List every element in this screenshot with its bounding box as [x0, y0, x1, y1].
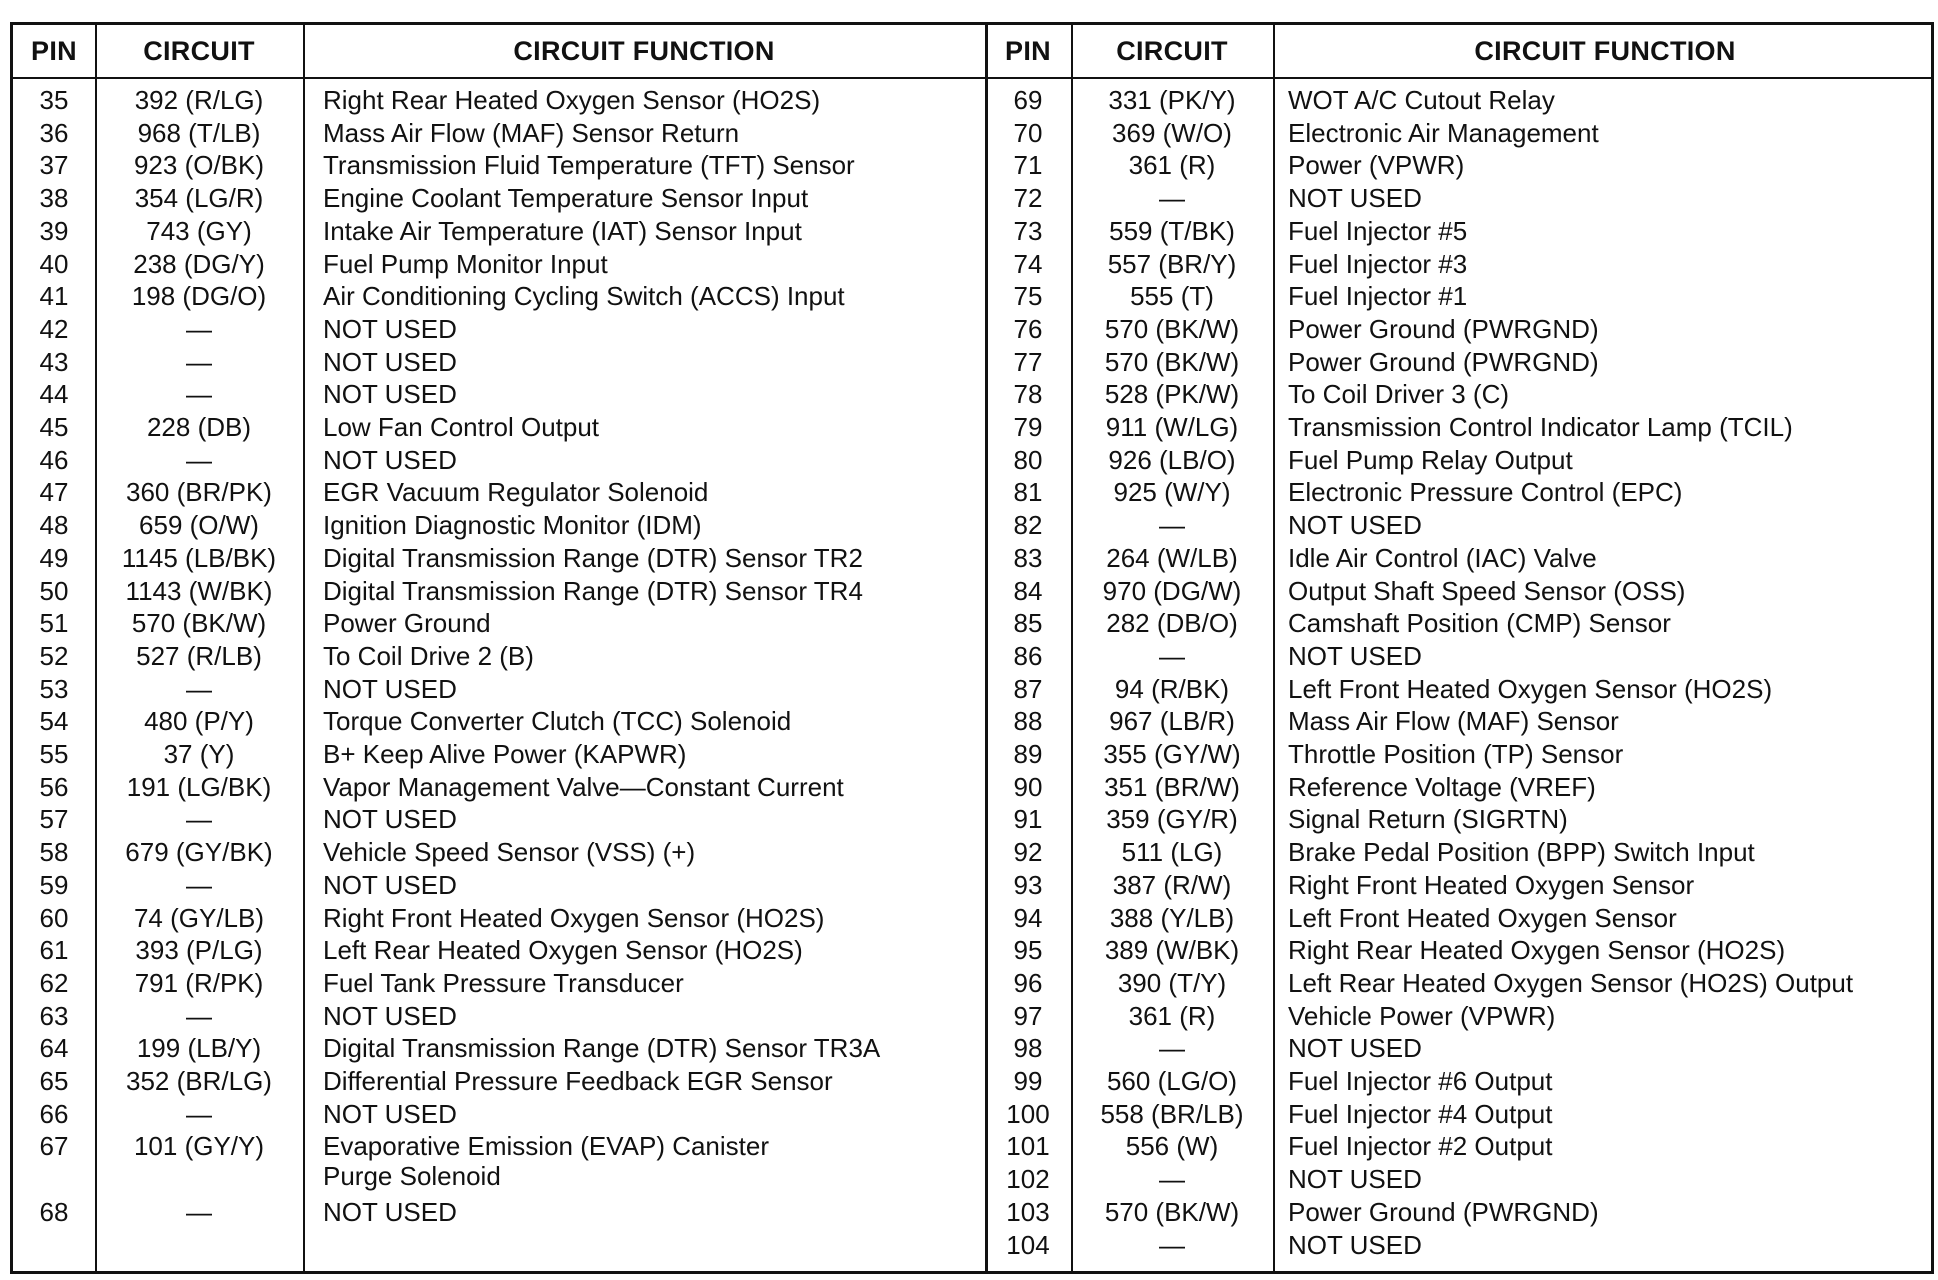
function-cell: NOT USED	[323, 869, 457, 900]
pin-cell: 64	[39, 1033, 69, 1064]
pin-cell: 41	[39, 281, 69, 312]
pin-cell: 56	[39, 771, 69, 802]
function-cell: Electronic Pressure Control (EPC)	[1288, 477, 1683, 508]
circuit-cell: 557 (BR/Y)	[1107, 248, 1237, 279]
pin-cell: 91	[1013, 804, 1043, 835]
function-cell: Fuel Injector #6 Output	[1288, 1066, 1553, 1096]
circuit-cell: 527 (R/LB)	[136, 640, 262, 671]
circuit-cell: —	[186, 379, 212, 410]
circuit-cell: —	[186, 444, 212, 475]
function-cell: Left Rear Heated Oxygen Sensor (HO2S)	[323, 935, 803, 966]
circuit-cell: 560 (LG/O)	[1106, 1066, 1238, 1096]
function-cell: Fuel Injector #3	[1288, 248, 1468, 279]
function-cell: NOT USED	[323, 346, 457, 377]
circuit-cell: 359 (GY/R)	[1106, 804, 1238, 835]
pin-cell: 94	[1013, 902, 1043, 933]
pin-cell: 90	[1013, 771, 1043, 802]
circuit-cell: 970 (DG/W)	[1102, 575, 1242, 606]
function-cell: Idle Air Control (IAC) Valve	[1288, 542, 1597, 573]
function-cell: Mass Air Flow (MAF) Sensor	[1288, 706, 1619, 737]
function-cell: Low Fan Control Output	[323, 412, 600, 442]
circuit-cell: 191 (LG/BK)	[126, 771, 272, 802]
circuit-cell: 926 (LB/O)	[1108, 444, 1236, 475]
pin-cell: 36	[39, 117, 69, 148]
function-cell: Right Front Heated Oxygen Sensor	[1288, 869, 1695, 900]
function-cell: NOT USED	[323, 444, 457, 475]
function-cell: Throttle Position (TP) Sensor	[1288, 739, 1624, 769]
function-cell: NOT USED	[323, 313, 457, 344]
circuit-cell: —	[1159, 183, 1185, 214]
circuit-cell: 743 (GY)	[146, 215, 252, 246]
function-cell: Left Front Heated Oxygen Sensor	[1288, 902, 1677, 933]
pin-cell: 82	[1013, 510, 1043, 541]
pin-cell: 85	[1013, 608, 1043, 639]
function-cell: Digital Transmission Range (DTR) Sensor TR4	[323, 575, 863, 606]
function-cell: Air Conditioning Cycling Switch (ACCS) Input	[323, 281, 845, 312]
function-cell: NOT USED	[323, 379, 457, 410]
pin-cell: 70	[1013, 117, 1043, 148]
function-cell: NOT USED	[1288, 1033, 1422, 1064]
function-cell: NOT USED	[1288, 1164, 1422, 1195]
function-cell: Fuel Injector #5	[1288, 215, 1468, 246]
column-divider	[1273, 25, 1275, 1271]
pin-cell: 77	[1013, 346, 1043, 377]
circuit-cell: —	[186, 1098, 212, 1129]
header-circuit-right: CIRCUIT	[1116, 35, 1228, 66]
function-cell: Torque Converter Clutch (TCC) Solenoid	[323, 706, 792, 737]
function-cell: Left Front Heated Oxygen Sensor (HO2S)	[1288, 673, 1773, 704]
function-cell: WOT A/C Cutout Relay	[1288, 85, 1555, 115]
pin-table	[10, 22, 1934, 1274]
pin-cell: 47	[39, 477, 69, 508]
circuit-cell: —	[186, 1000, 212, 1031]
circuit-cell: 198 (DG/O)	[131, 281, 267, 312]
function-cell: Signal Return (SIGRTN)	[1288, 804, 1568, 835]
function-cell: Fuel Pump Monitor Input	[323, 248, 608, 279]
pin-cell: 76	[1013, 313, 1043, 344]
pin-cell: 51	[39, 608, 69, 639]
circuit-cell: 361 (R)	[1128, 150, 1216, 181]
pin-cell: 66	[39, 1098, 69, 1129]
circuit-cell: —	[186, 869, 212, 900]
circuit-cell: 199 (LB/Y)	[136, 1033, 262, 1064]
function-cell: Right Rear Heated Oxygen Sensor (HO2S)	[323, 85, 821, 115]
pin-cell: 96	[1013, 967, 1043, 998]
function-cell: Mass Air Flow (MAF) Sensor Return	[323, 117, 740, 148]
circuit-cell: 74 (GY/LB)	[133, 902, 265, 933]
function-cell: Reference Voltage (VREF)	[1288, 771, 1596, 802]
circuit-cell: 351 (BR/W)	[1104, 771, 1240, 802]
circuit-cell: 511 (LG)	[1121, 837, 1223, 868]
circuit-cell: 570 (BK/W)	[131, 608, 267, 639]
circuit-cell: 570 (BK/W)	[1104, 346, 1240, 377]
circuit-cell: 282 (DB/O)	[1106, 608, 1238, 639]
function-cell: Output Shaft Speed Sensor (OSS)	[1288, 575, 1686, 606]
pin-cell: 42	[39, 313, 69, 344]
function-cell: NOT USED	[323, 1098, 457, 1129]
function-cell: Evaporative Emission (EVAP) Canister Purge Solenoid	[323, 1131, 770, 1192]
pin-cell: 59	[39, 869, 69, 900]
function-cell: Power Ground (PWRGND)	[1288, 1196, 1599, 1227]
function-cell: Right Front Heated Oxygen Sensor (HO2S)	[323, 902, 825, 933]
header-rule	[13, 77, 1931, 79]
function-cell: Fuel Tank Pressure Transducer	[323, 967, 684, 998]
circuit-cell: 923 (O/BK)	[133, 150, 265, 181]
pin-cell: 104	[1006, 1229, 1050, 1260]
circuit-cell: 559 (T/BK)	[1109, 215, 1235, 246]
circuit-cell: 558 (BR/LB)	[1100, 1098, 1244, 1129]
pin-cell: 46	[39, 444, 69, 475]
function-cell: Power Ground (PWRGND)	[1288, 313, 1599, 344]
pin-cell: 68	[39, 1196, 69, 1227]
pin-cell: 58	[39, 837, 69, 868]
function-cell: Fuel Injector #1	[1288, 281, 1468, 312]
function-cell: Brake Pedal Position (BPP) Switch Input	[1288, 837, 1755, 868]
circuit-cell: 968 (T/LB)	[137, 117, 261, 148]
function-cell: Vehicle Power (VPWR)	[1288, 1000, 1556, 1031]
pin-cell: 71	[1013, 150, 1043, 181]
circuit-cell: 37 (Y)	[163, 739, 235, 769]
pin-cell: 74	[1013, 248, 1043, 279]
circuit-cell: 101 (GY/Y)	[133, 1131, 265, 1162]
pin-cell: 87	[1013, 673, 1043, 704]
pin-cell: 102	[1006, 1164, 1050, 1195]
pin-cell: 52	[39, 640, 69, 671]
function-cell: NOT USED	[323, 1000, 457, 1031]
function-cell: Power (VPWR)	[1288, 150, 1465, 181]
pin-cell: 39	[39, 215, 69, 246]
circuit-cell: 556 (W)	[1125, 1131, 1219, 1162]
header-function-right: CIRCUIT FUNCTION	[1474, 35, 1736, 66]
function-cell: Ignition Diagnostic Monitor (IDM)	[323, 510, 702, 541]
function-cell: Power Ground	[323, 608, 491, 639]
function-cell: Fuel Injector #2 Output	[1288, 1131, 1553, 1162]
circuit-cell: 925 (W/Y)	[1113, 477, 1231, 508]
pin-cell: 50	[39, 575, 69, 606]
pin-cell: 95	[1013, 935, 1043, 966]
circuit-cell: 387 (R/W)	[1112, 869, 1232, 900]
function-cell: NOT USED	[1288, 640, 1422, 671]
circuit-cell: 238 (DG/Y)	[133, 248, 265, 279]
function-cell: EGR Vacuum Regulator Solenoid	[323, 477, 709, 508]
circuit-cell: 360 (BR/PK)	[126, 477, 272, 508]
function-cell: Digital Transmission Range (DTR) Sensor TR2	[323, 542, 863, 573]
function-cell: Left Rear Heated Oxygen Sensor (HO2S) Output	[1288, 967, 1854, 998]
pin-cell: 67	[39, 1131, 69, 1162]
circuit-cell: —	[186, 673, 212, 704]
circuit-cell: —	[1159, 1229, 1185, 1260]
circuit-cell: 228 (DB)	[146, 412, 252, 442]
function-cell: NOT USED	[323, 1196, 457, 1227]
function-cell: Fuel Injector #4 Output	[1288, 1098, 1553, 1129]
function-cell: To Coil Drive 2 (B)	[323, 640, 534, 671]
header-circuit-left: CIRCUIT	[143, 35, 255, 66]
circuit-cell: —	[186, 313, 212, 344]
pin-cell: 100	[1006, 1098, 1050, 1129]
pin-cell: 99	[1013, 1066, 1043, 1096]
circuit-cell: 570 (BK/W)	[1104, 1196, 1240, 1227]
pin-cell: 103	[1006, 1196, 1050, 1227]
function-cell: Electronic Air Management	[1288, 117, 1599, 148]
circuit-cell: 1143 (W/BK)	[125, 575, 273, 606]
pin-cell: 98	[1013, 1033, 1043, 1064]
function-cell: Differential Pressure Feedback EGR Sensor	[323, 1066, 833, 1096]
circuit-cell: 659 (O/W)	[139, 510, 259, 541]
function-cell: Power Ground (PWRGND)	[1288, 346, 1599, 377]
circuit-cell: 331 (PK/Y)	[1108, 85, 1236, 115]
pin-cell: 75	[1013, 281, 1043, 312]
circuit-cell: —	[186, 346, 212, 377]
circuit-cell: —	[186, 804, 212, 835]
function-cell: Digital Transmission Range (DTR) Sensor TR3A	[323, 1033, 881, 1064]
circuit-cell: 369 (W/O)	[1112, 117, 1232, 148]
pin-cell: 35	[39, 85, 69, 115]
circuit-cell: 393 (P/LG)	[135, 935, 263, 966]
circuit-cell: 967 (LB/R)	[1109, 706, 1235, 737]
pin-cell: 73	[1013, 215, 1043, 246]
pin-cell: 61	[39, 935, 69, 966]
function-cell: Transmission Control Indicator Lamp (TCIL)	[1288, 412, 1793, 442]
function-cell: Right Rear Heated Oxygen Sensor (HO2S)	[1288, 935, 1786, 966]
function-cell: NOT USED	[1288, 1229, 1422, 1260]
pin-cell: 97	[1013, 1000, 1043, 1031]
circuit-cell: 264 (W/LB)	[1106, 542, 1238, 573]
function-cell: NOT USED	[1288, 183, 1422, 214]
pin-cell: 44	[39, 379, 69, 410]
pin-cell: 57	[39, 804, 69, 835]
circuit-cell: —	[186, 1196, 212, 1227]
circuit-cell: 389 (W/BK)	[1104, 935, 1240, 966]
column-divider	[303, 25, 305, 1271]
pin-cell: 89	[1013, 739, 1043, 769]
pin-cell: 55	[39, 739, 69, 769]
pin-cell: 53	[39, 673, 69, 704]
pin-cell: 43	[39, 346, 69, 377]
pin-cell: 81	[1013, 477, 1043, 508]
function-cell: Transmission Fluid Temperature (TFT) Sensor	[323, 150, 855, 181]
function-cell: Vapor Management Valve—Constant Current	[323, 771, 844, 802]
pin-cell: 72	[1013, 183, 1043, 214]
pin-cell: 88	[1013, 706, 1043, 737]
pin-cell: 86	[1013, 640, 1043, 671]
circuit-cell: 94 (R/BK)	[1114, 673, 1230, 704]
pin-cell: 79	[1013, 412, 1043, 442]
circuit-cell: —	[1159, 640, 1185, 671]
function-cell: NOT USED	[1288, 510, 1422, 541]
pin-cell: 83	[1013, 542, 1043, 573]
circuit-cell: 388 (Y/LB)	[1109, 902, 1235, 933]
circuit-cell: 528 (PK/W)	[1104, 379, 1240, 410]
circuit-cell: 352 (BR/LG)	[126, 1066, 272, 1096]
circuit-cell: 1145 (LB/BK)	[121, 542, 277, 573]
pin-cell: 54	[39, 706, 69, 737]
circuit-cell: 570 (BK/W)	[1104, 313, 1240, 344]
function-cell: Intake Air Temperature (IAT) Sensor Input	[323, 215, 802, 246]
pin-cell: 92	[1013, 837, 1043, 868]
pin-cell: 65	[39, 1066, 69, 1096]
circuit-cell: 355 (GY/W)	[1103, 739, 1241, 769]
circuit-cell: 390 (T/Y)	[1117, 967, 1227, 998]
pin-cell: 45	[39, 412, 69, 442]
circuit-cell: —	[1159, 1164, 1185, 1195]
circuit-cell: 354 (LG/R)	[134, 183, 264, 214]
function-cell: Vehicle Speed Sensor (VSS) (+)	[323, 837, 696, 868]
circuit-cell: 791 (R/PK)	[134, 967, 264, 998]
circuit-cell: 679 (GY/BK)	[125, 837, 273, 868]
function-cell: B+ Keep Alive Power (KAPWR)	[323, 739, 687, 769]
pin-cell: 63	[39, 1000, 69, 1031]
function-cell: Camshaft Position (CMP) Sensor	[1288, 608, 1671, 639]
circuit-cell: 361 (R)	[1128, 1000, 1216, 1031]
circuit-cell: 480 (P/Y)	[144, 706, 254, 737]
circuit-cell: 555 (T)	[1130, 281, 1214, 312]
pin-cell: 69	[1013, 85, 1043, 115]
header-function-left: CIRCUIT FUNCTION	[513, 35, 775, 66]
pin-cell: 60	[39, 902, 69, 933]
function-cell: NOT USED	[323, 673, 457, 704]
circuit-cell: 911 (W/LG)	[1105, 412, 1239, 442]
header-pin-left: PIN	[31, 35, 77, 66]
function-cell: Fuel Pump Relay Output	[1288, 444, 1573, 475]
pin-cell: 101	[1006, 1131, 1050, 1162]
pin-cell: 84	[1013, 575, 1043, 606]
pin-cell: 80	[1013, 444, 1043, 475]
pin-cell: 93	[1013, 869, 1043, 900]
pin-cell: 38	[39, 183, 69, 214]
pin-cell: 40	[39, 248, 69, 279]
pin-cell: 78	[1013, 379, 1043, 410]
pin-cell: 37	[39, 150, 69, 181]
circuit-cell: —	[1159, 510, 1185, 541]
pin-cell: 49	[39, 542, 69, 573]
function-cell: To Coil Driver 3 (C)	[1288, 379, 1510, 410]
pin-cell: 48	[39, 510, 69, 541]
function-cell: Engine Coolant Temperature Sensor Input	[323, 183, 809, 214]
pin-cell: 62	[39, 967, 69, 998]
header-pin-right: PIN	[1005, 35, 1051, 66]
circuit-cell: 392 (R/LG)	[134, 85, 264, 115]
circuit-cell: —	[1159, 1033, 1185, 1064]
function-cell: NOT USED	[323, 804, 457, 835]
